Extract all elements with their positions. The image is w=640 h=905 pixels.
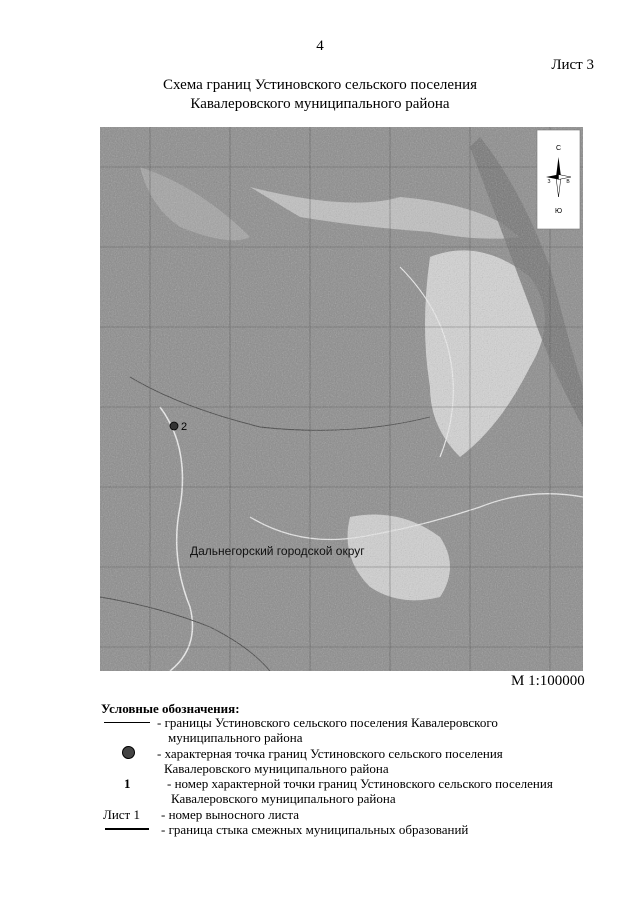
legend-adjacent-boundary-symbol [105, 828, 149, 830]
legend-boundary-line-symbol [104, 722, 150, 723]
legend-text: - характерная точка границ Устиновского сельского поселения [157, 746, 503, 761]
legend-item-adjacent-boundary: - граница стыка смежных муниципальных образований [161, 822, 469, 837]
district-label: Дальнегорский городской округ [190, 544, 365, 558]
compass-north-label: С [555, 145, 562, 152]
legend-point-number-symbol: 1 [124, 776, 131, 791]
legend-item-sheet: - номер выносного листа [161, 807, 299, 822]
legend-text: - номер характерной точки границ Устиновского сельского поселения [167, 776, 553, 791]
legend-item-point-number [167, 776, 553, 806]
sheet-label: Лист 3 [551, 57, 594, 73]
legend-sheet-symbol: Лист 1 [103, 807, 140, 822]
legend-text: Кавалеровского муниципального района [171, 791, 396, 806]
title-line-2: Кавалеровского муниципального района [190, 96, 450, 112]
legend-text: - границы Устиновского сельского поселения Кавалеровского [157, 715, 498, 730]
legend-item-point [157, 746, 503, 776]
map-scale: М 1:100000 [511, 673, 585, 689]
compass-west-label: З [547, 179, 551, 185]
legend-heading: Условные обозначения: [101, 701, 240, 716]
topographic-map [100, 127, 583, 671]
compass-east-label: В [566, 179, 570, 185]
legend-item-boundary [157, 715, 498, 745]
legend-point-dot-symbol [122, 746, 135, 759]
compass-south-label: Ю [554, 208, 563, 215]
legend-text: Кавалеровского муниципального района [164, 761, 389, 776]
boundary-point-number: 2 [181, 421, 188, 433]
page-number: 4 [316, 38, 324, 54]
map-title [0, 76, 640, 114]
north-arrow [537, 130, 580, 229]
terrain-texture [100, 127, 583, 671]
legend-text: муниципального района [168, 730, 303, 745]
boundary-point-marker [170, 422, 178, 430]
title-line-1: Схема границ Устиновского сельского поселения [162, 77, 478, 93]
